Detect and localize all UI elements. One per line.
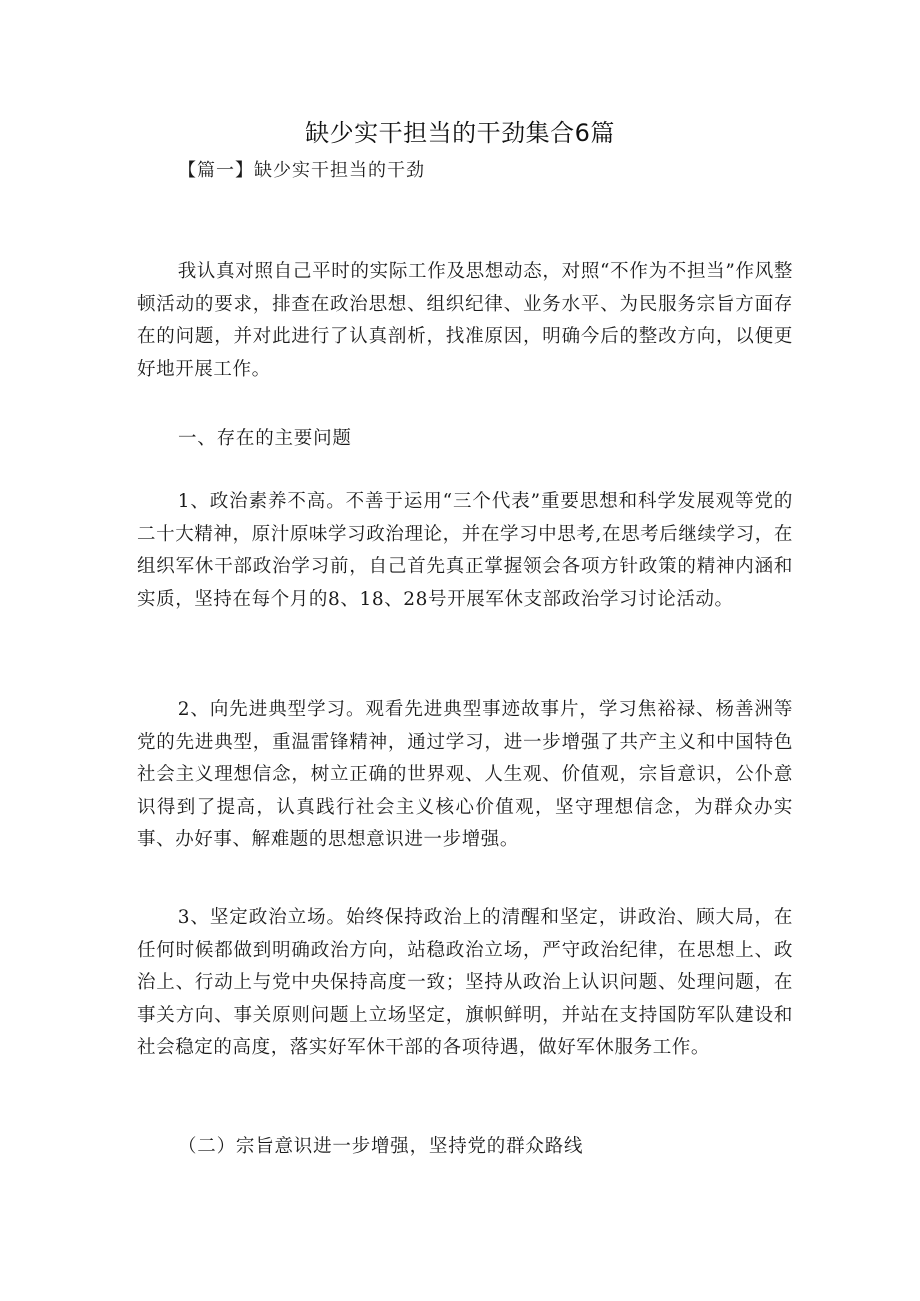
intro-paragraph: 我认真对照自己平时的实际工作及思想动态，对照“不作为不担当”作风整顿活动的要求，排查在政治思想、组织纪律、业务水平、为民服务宗旨方面存在的问题，并对此进行了认真剖析，找准原因，明确今后的整改方向，以便更好地开展工作。 [137, 261, 793, 380]
paragraph-item-2: 2、向先进典型学习。观看先进典型事迹故事片，学习焦裕禄、杨善洲等党的先进典型，重温雷锋精神，通过学习，进一步增强了共产主义和中国特色社会主义理想信念，树立正确的世界观、人生观、价值观，宗旨意识，公仆意识得到了提高，认真践行社会主义核心价值观，坚守理想信念，为群众办实事、办好事、解难题的思想意识进一步增强。 [137, 699, 793, 850]
paragraph-item-3: 3、坚定政治立场。始终保持政治上的清醒和坚定，讲政治、顾大局，在任何时候都做到明确政治方向，站稳政治立场，严守政治纪律，在思想上、政治上、行动上与党中央保持高度一致；坚持从政治上认识问题、处理问题，在事关方向、事关原则问题上立场坚定，旗帜鲜明，并站在支持国防军队建设和社会稳定的高度，落实好军休干部的各项待遇，做好军休服务工作。 [137, 907, 793, 1058]
paragraph-item-1: 1、政治素养不高。不善于运用“三个代表”重要思想和科学发展观等党的二十大精神，原汁原味学习政治理论，并在学习中思考,在思考后继续学习，在组织军休干部政治学习前，自己首先真正掌握领会各项方针政策的精神内涵和实质，坚持在每个月的8、18、28号开展军休支部政治学习讨论活动。 [137, 491, 793, 610]
section-heading-1: 一、存在的主要问题 [178, 428, 352, 449]
document-title: 缺少实干担当的干劲集合6篇 [305, 119, 615, 147]
section-heading-2: （二）宗旨意识进一步增强，坚持党的群众路线 [178, 1136, 584, 1157]
document-subtitle: 【篇一】缺少实干担当的干劲 [178, 160, 425, 181]
